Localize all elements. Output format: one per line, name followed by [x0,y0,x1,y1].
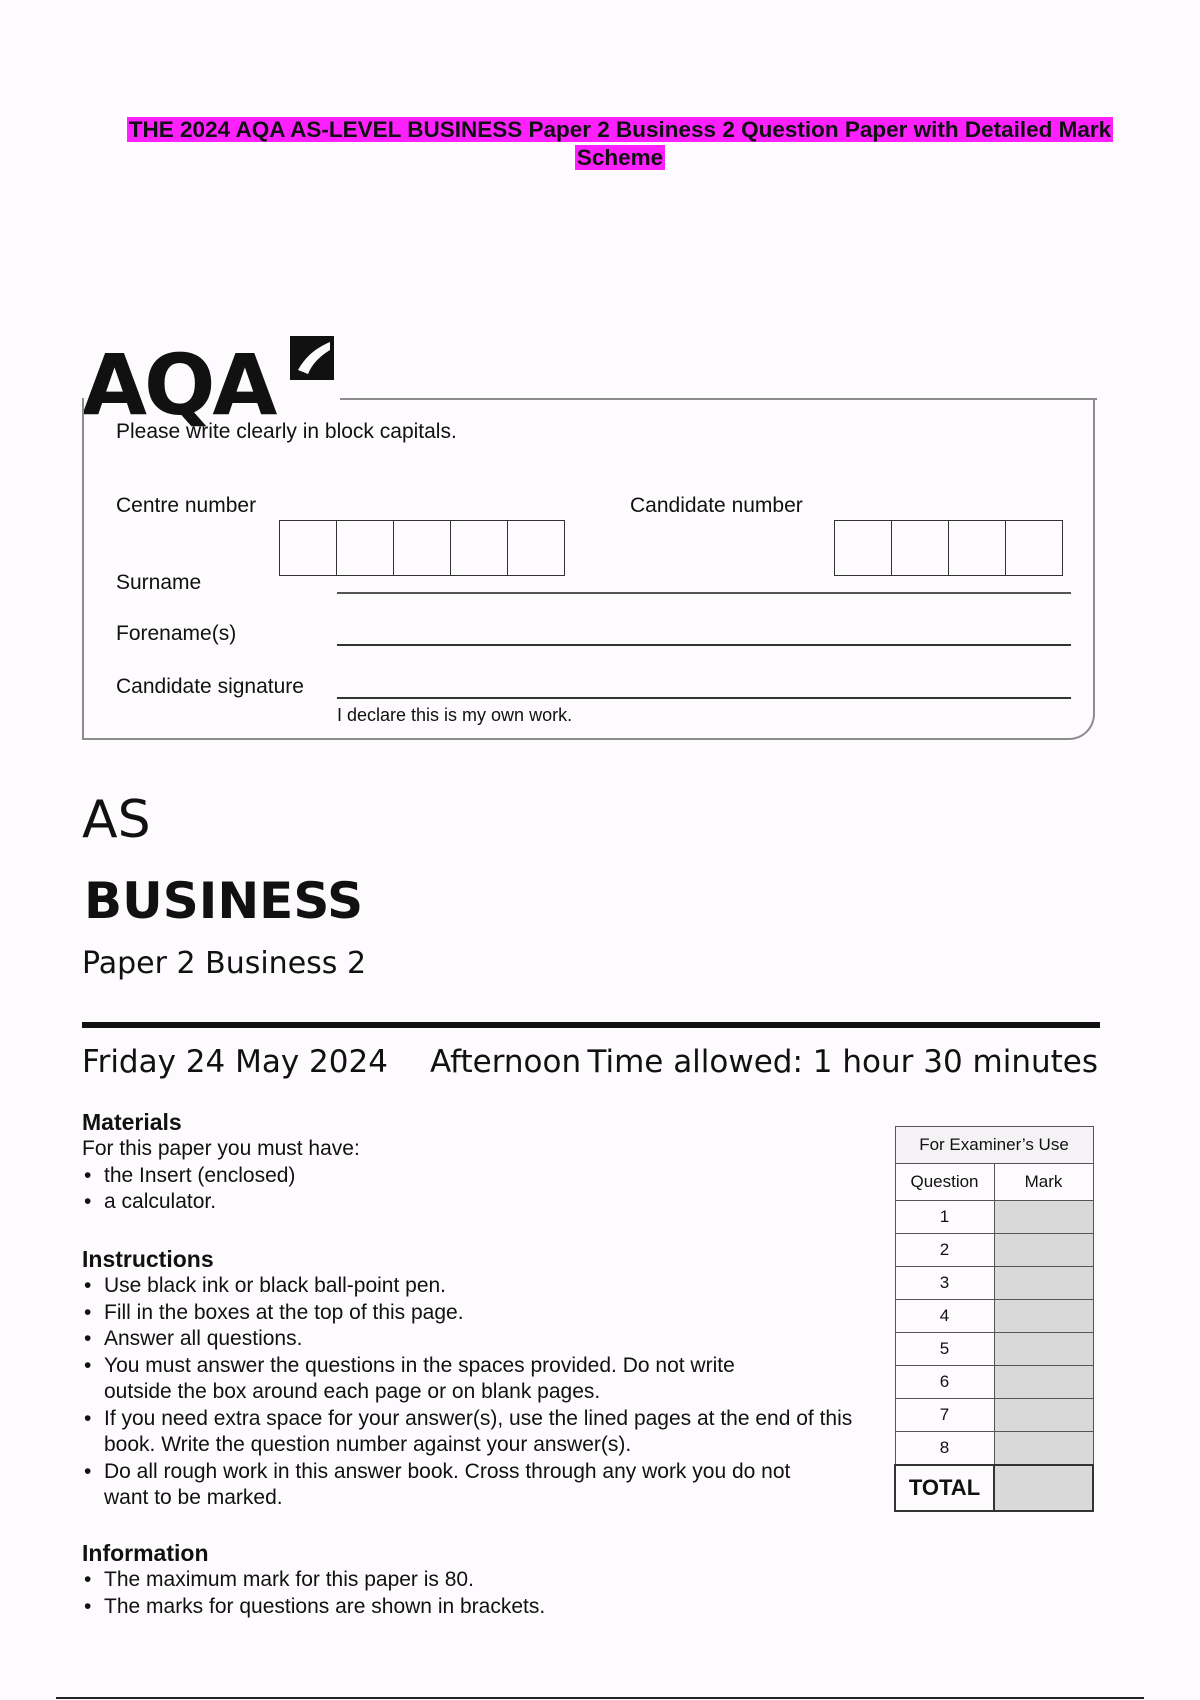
mark-cell[interactable] [994,1333,1093,1366]
examiner-use-table [894,1126,1094,1512]
list-item: • If you need extra space for your answer(s), use the lined pages at the end of this book. Write the question number against your answer(s). [82,1406,872,1459]
candidate-number-label: Candidate number [630,494,803,517]
mark-cell[interactable] [994,1267,1093,1300]
centre-digit-box[interactable] [508,521,564,575]
list-item: • You must answer the questions in the spaces provided. Do not write outside the box around each page or on blank pages. [82,1353,804,1406]
exam-subject: BUSINESS [84,872,364,930]
exam-time-allowed: Time allowed: 1 hour 30 minutes [587,1044,1098,1080]
forenames-label: Forename(s) [116,622,237,645]
centre-number-label: Centre number [116,494,257,517]
candidate-number-boxes[interactable] [834,520,1063,576]
exam-level: AS [82,790,151,850]
instructions-heading: Instructions [82,1246,214,1272]
aqa-logo: AQA [82,336,275,434]
mark-column-header: Mark [994,1164,1093,1201]
surname-label: Surname [116,571,202,594]
mark-cell[interactable] [994,1399,1093,1432]
total-label: TOTAL [895,1465,994,1511]
list-item: • the Insert (enclosed) [82,1163,872,1190]
exam-session: Afternoon [430,1044,582,1080]
forenames-field[interactable] [337,644,1071,646]
instructions-section [82,1246,872,1512]
materials-list [82,1163,872,1216]
surname-field[interactable] [337,592,1071,594]
list-item: • Answer all questions. [82,1326,872,1353]
signature-field[interactable] [337,697,1071,699]
exam-paper: Paper 2 Business 2 [82,946,367,981]
centre-number-boxes[interactable] [279,520,565,576]
list-item: • Do all rough work in this answer book. Cross through any work you do not want to be marked. [82,1459,824,1512]
list-item: • a calculator. [82,1189,872,1216]
mark-cell[interactable] [994,1201,1093,1234]
question-column-header: Question [895,1164,994,1201]
mark-cell[interactable] [994,1234,1093,1267]
question-number: 2 [895,1234,994,1267]
candidate-digit-box[interactable] [1006,521,1062,575]
candidate-digit-box[interactable] [835,521,892,575]
mark-cell[interactable] [994,1300,1093,1333]
centre-digit-box[interactable] [451,521,508,575]
mark-cell[interactable] [994,1432,1093,1465]
centre-digit-box[interactable] [337,521,394,575]
centre-digit-box[interactable] [394,521,451,575]
question-number: 1 [895,1201,994,1234]
aqa-logo-mark-icon [284,330,340,386]
page-bottom-rule [56,1697,1144,1699]
materials-heading: Materials [82,1109,182,1135]
banner-line-2: Scheme [576,145,664,170]
title-divider [82,1022,1100,1028]
list-item: • The marks for questions are shown in brackets. [82,1594,872,1621]
question-number: 3 [895,1267,994,1300]
question-number: 4 [895,1300,994,1333]
centre-digit-box[interactable] [280,521,337,575]
information-heading: Information [82,1540,209,1566]
list-item: • The maximum mark for this paper is 80. [82,1567,872,1594]
question-number: 7 [895,1399,994,1432]
materials-section [82,1109,872,1216]
document-banner [60,116,1180,172]
question-number: 6 [895,1366,994,1399]
exam-date: Friday 24 May 2024 [82,1044,388,1080]
mark-cell[interactable] [994,1366,1093,1399]
information-section [82,1540,872,1620]
information-list [82,1567,872,1620]
banner-line-1: THE 2024 AQA AS-LEVEL BUSINESS Paper 2 Business 2 Question Paper with Detailed Mark [128,117,1112,142]
list-item: • Use black ink or black ball-point pen. [82,1273,872,1300]
question-number: 5 [895,1333,994,1366]
candidate-digit-box[interactable] [949,521,1006,575]
list-item: • Fill in the boxes at the top of this page. [82,1300,872,1327]
total-mark-cell[interactable] [994,1465,1093,1511]
form-instruction: Please write clearly in block capitals. [116,420,457,443]
examiner-table-title: For Examiner’s Use [895,1127,1093,1164]
materials-intro: For this paper you must have: [82,1137,360,1160]
question-number: 8 [895,1432,994,1465]
candidate-digit-box[interactable] [892,521,949,575]
signature-label: Candidate signature [116,675,304,698]
instructions-list [82,1273,872,1512]
declaration-text: I declare this is my own work. [337,705,573,725]
